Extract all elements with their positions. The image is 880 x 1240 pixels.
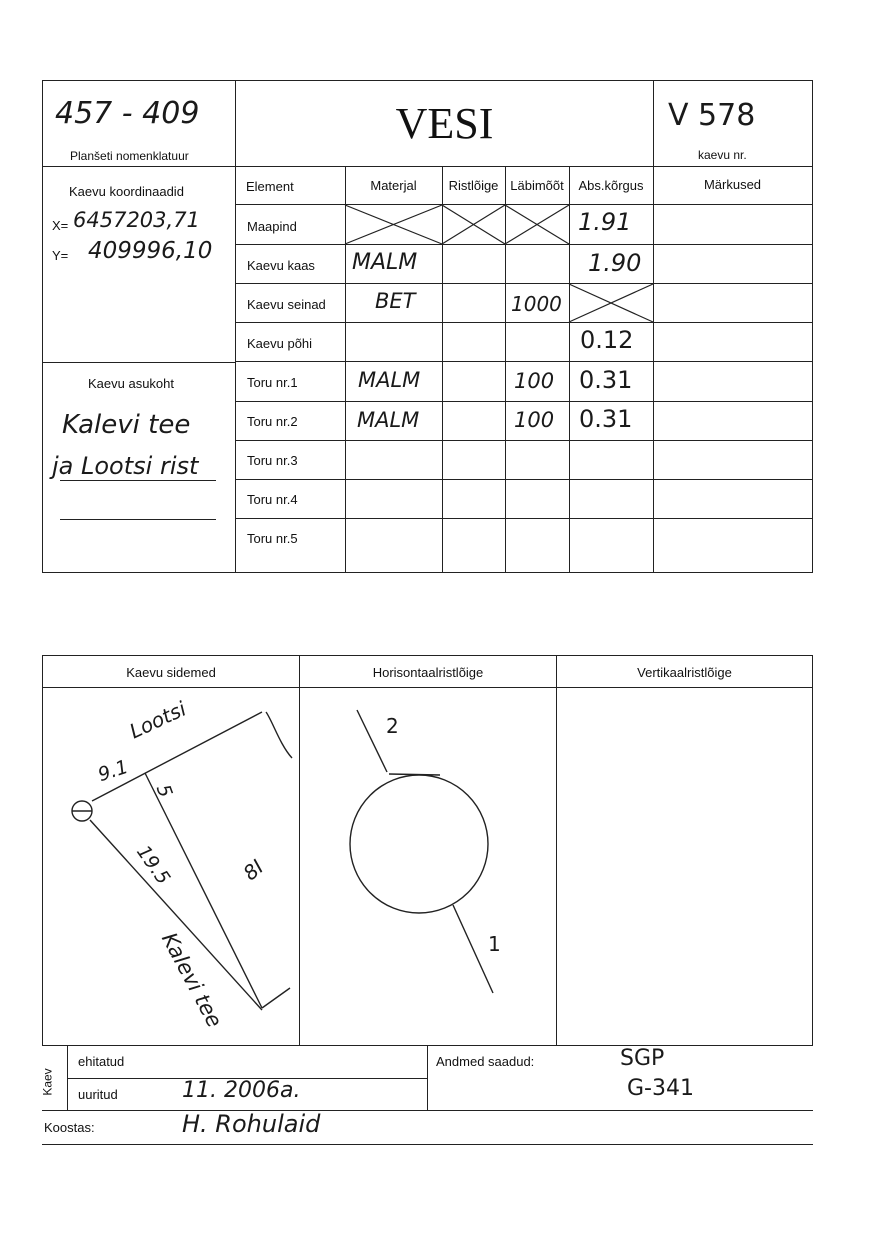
row-element: Kaevu seinad (247, 297, 326, 312)
th-element: Element (246, 179, 294, 194)
row-element: Maapind (247, 219, 297, 234)
sketch-mark: 8I (238, 854, 269, 886)
th-cross-section: Ristlõige (448, 178, 499, 193)
th-material: Materjal (370, 178, 417, 193)
source-label: Andmed saadud: (436, 1054, 535, 1069)
x-value: 6457203,71 (73, 208, 200, 232)
sketch-street-bottom: Kalevi tee (156, 928, 227, 1032)
source-line1: SGP (620, 1046, 665, 1071)
row-element: Toru nr.4 (247, 492, 298, 507)
location-line2: ja Lootsi rist (52, 452, 199, 480)
row-element: Toru nr.2 (247, 414, 298, 429)
pipe-label-bottom: 1 (488, 932, 501, 956)
sketch-distance: 19.5 (132, 841, 175, 889)
pipe-label-top: 2 (386, 714, 399, 738)
row-element: Toru nr.3 (247, 453, 298, 468)
material-value: MALM (352, 250, 418, 275)
row-element: Kaevu kaas (247, 258, 315, 273)
row-element: Toru nr.5 (247, 531, 298, 546)
th-notes: Märkused (703, 177, 762, 192)
source-line2: G-341 (627, 1076, 694, 1101)
page-title: VESI (395, 99, 494, 148)
vertical-section-header: Vertikaalristlõige (637, 665, 732, 680)
built-label: ehitatud (78, 1054, 125, 1069)
horizontal-section-header: Horisontaalristlõige (372, 665, 484, 680)
abs-value: 0.31 (579, 366, 633, 394)
author-label: Koostas: (44, 1120, 95, 1135)
author-value: H. Rohulaid (182, 1110, 321, 1138)
abs-value: 1.91 (578, 208, 632, 236)
coords-label: Kaevu koordinaadid (69, 184, 184, 199)
location-label: Kaevu asukoht (88, 376, 175, 391)
diameter-value: 1000 (511, 292, 562, 316)
sketch-distance: 5 (151, 781, 177, 801)
surveyed-label: uuritud (78, 1087, 118, 1102)
well-number: V 578 (668, 98, 756, 133)
diameter-value: 100 (514, 369, 555, 393)
well-label: kaevu nr. (698, 148, 747, 162)
sheet-label: Planšeti nomenklatuur (70, 149, 189, 163)
material-value: MALM (358, 368, 421, 392)
th-diameter: Läbimõõt (510, 178, 564, 193)
th-abs-height: Abs.kõrgus (578, 178, 644, 193)
material-value: MALM (357, 408, 420, 432)
sketch-distance: 9.1 (95, 755, 131, 787)
abs-value: 0.31 (579, 405, 633, 433)
sidemed-header: Kaevu sidemed (126, 665, 216, 680)
y-value: 409996,10 (88, 238, 213, 264)
x-prefix: X= (52, 218, 69, 233)
location-line1: Kalevi tee (62, 410, 191, 440)
surveyed-value: 11. 2006a. (182, 1078, 301, 1103)
sketch-street-top: Lootsi (125, 696, 190, 744)
diameter-value: 100 (514, 408, 555, 432)
abs-value: 1.90 (588, 249, 642, 277)
row-element: Kaevu põhi (247, 336, 313, 351)
y-prefix: Y= (52, 248, 69, 263)
row-element: Toru nr.1 (247, 375, 298, 390)
abs-value: 0.12 (580, 326, 634, 354)
material-value: BET (375, 289, 416, 313)
sheet-number: 457 - 409 (55, 96, 200, 131)
kaev-side-label: Kaev (40, 1068, 55, 1096)
